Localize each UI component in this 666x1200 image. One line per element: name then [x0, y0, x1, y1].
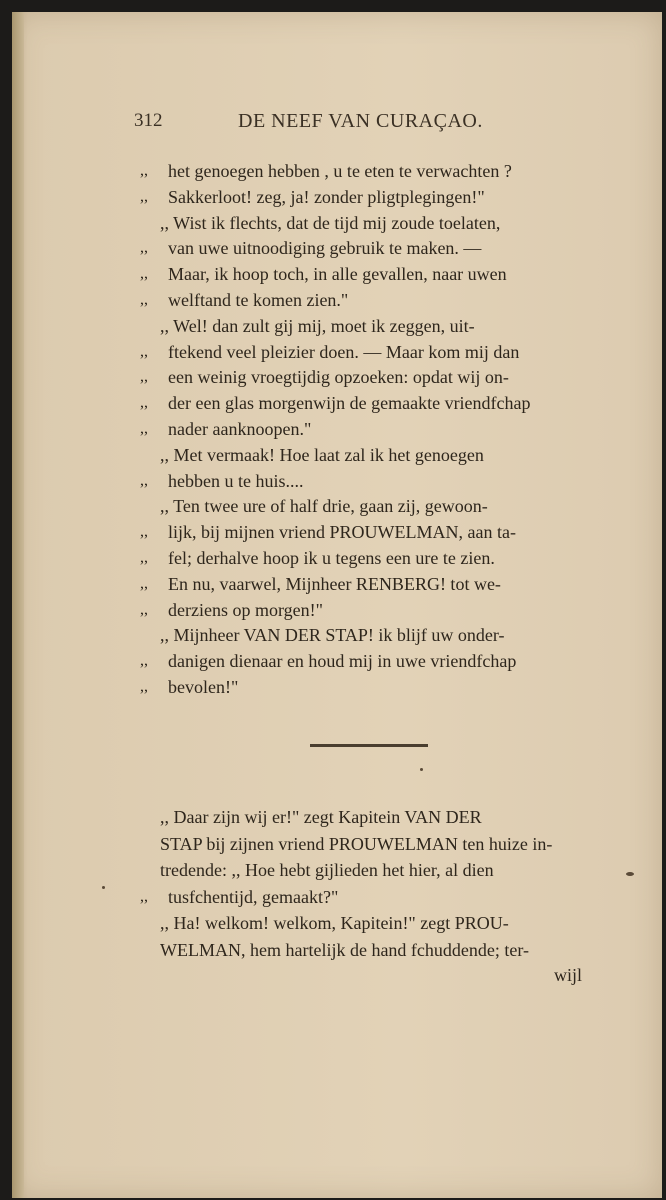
line-text: ,, Daar zijn wij er!" zegt Kapitein VAN DER [160, 807, 482, 827]
line-text: En nu, vaarwel, Mijnheer RENBERG! tot we- [168, 573, 501, 594]
line-text: danigen dienaar en houd mij in uwe vriendfchap [168, 651, 517, 672]
line-text: derziens op morgen!" [168, 599, 323, 620]
text-line [140, 493, 600, 519]
quote-mark: ,, [140, 678, 148, 695]
quote-mark: ,, [140, 368, 148, 386]
quote-mark: ,, [140, 162, 148, 179]
text-line [140, 519, 600, 545]
line-text: STAP bij zijnen vriend PROUWELMAN ten huize in- [160, 833, 553, 854]
book-page [12, 12, 662, 1198]
line-text: hebben u te huis.... [168, 470, 304, 491]
text-line [140, 804, 600, 830]
line-text: welftand te komen zien." [168, 290, 349, 310]
page-header [134, 106, 524, 140]
quote-mark: ,, [140, 239, 148, 257]
line-text: ,, Mijnheer VAN DER STAP! ik blijf uw onder- [160, 625, 505, 646]
text-line [140, 390, 600, 416]
line-text: tredende: ,, Hoe hebt gijlieden het hier, al dien [160, 860, 494, 880]
text-line [140, 857, 600, 883]
line-text: fel; derhalve hoop ik u tegens een ure te zien. [168, 548, 495, 568]
line-text: van uwe uitnoodiging gebruik te maken. — [168, 238, 482, 259]
text-line [140, 339, 600, 365]
text-line [140, 235, 600, 261]
ink-speck [626, 872, 634, 876]
quote-mark: ,, [140, 394, 148, 412]
ink-speck [420, 768, 423, 771]
quote-mark: ,, [140, 652, 148, 670]
catchword-text: wijl [554, 965, 583, 985]
quote-mark: ,, [140, 523, 148, 541]
line-text: ftekend veel pleizier doen. — Maar kom mij dan [168, 341, 520, 362]
quote-mark: ,, [140, 887, 148, 905]
page-gutter [12, 12, 24, 1198]
quote-mark: ,, [140, 574, 148, 592]
quote-mark: ,, [140, 549, 148, 566]
quote-mark: ,, [140, 600, 148, 618]
line-text: bevolen!" [168, 677, 239, 697]
text-line [140, 597, 600, 623]
line-text: het genoegen hebben , u te eten te verwachten ? [168, 161, 512, 181]
line-text: lijk, bij mijnen vriend PROUWELMAN, aan ta- [168, 522, 516, 543]
line-text: nader aanknoopen." [168, 419, 312, 439]
text-line [140, 364, 600, 390]
quote-mark: ,, [140, 420, 148, 437]
quote-mark: ,, [140, 471, 148, 489]
text-line [140, 416, 600, 442]
line-text: ,, Wist ik flechts, dat de tijd mij zoude toelaten, [160, 212, 501, 233]
line-text: tusfchentijd, gemaakt?" [168, 886, 339, 907]
line-text: ,, Ha! welkom! welkom, Kapitein!" zegt PROU- [160, 913, 509, 933]
text-line [140, 468, 600, 494]
line-text: ,, Wel! dan zult gij mij, moet ik zeggen, uit- [160, 315, 475, 336]
text-line [140, 622, 600, 648]
text-line [140, 937, 600, 963]
text-line [140, 210, 600, 236]
text-line [140, 313, 600, 339]
line-text: Maar, ik hoop toch, in alle gevallen, naar uwen [168, 264, 507, 285]
section-divider [310, 744, 428, 747]
line-text: ,, Met vermaak! Hoe laat zal ik het genoegen [160, 444, 484, 465]
line-text: ,, Ten twee ure of half drie, gaan zij, gewoon- [160, 496, 488, 517]
quote-mark: ,, [140, 342, 148, 360]
ink-speck [102, 886, 105, 889]
text-line [140, 184, 600, 210]
catchword [554, 962, 614, 988]
quote-mark: ,, [140, 291, 148, 308]
text-line [140, 158, 600, 184]
line-text: WELMAN, hem hartelijk de hand fchuddende; ter- [160, 939, 530, 960]
text-line [140, 287, 600, 313]
running-head: DE NEEF VAN CURAÇAO. [238, 110, 483, 132]
text-line [140, 884, 600, 910]
text-line [140, 674, 600, 700]
text-line [140, 545, 600, 571]
text-line [140, 648, 600, 674]
page-number: 312 [134, 110, 163, 131]
line-text: der een glas morgenwijn de gemaakte vriendfchap [168, 393, 531, 414]
text-line [140, 571, 600, 597]
quote-mark: ,, [140, 265, 148, 283]
line-text: Sakkerloot! zeg, ja! zonder pligtplegingen!" [168, 186, 485, 207]
text-line [140, 442, 600, 468]
quote-mark: ,, [140, 187, 148, 205]
text-line [140, 831, 600, 857]
text-line [140, 910, 600, 936]
line-text: een weinig vroegtijdig opzoeken: opdat wij on- [168, 367, 509, 388]
text-line [140, 261, 600, 287]
